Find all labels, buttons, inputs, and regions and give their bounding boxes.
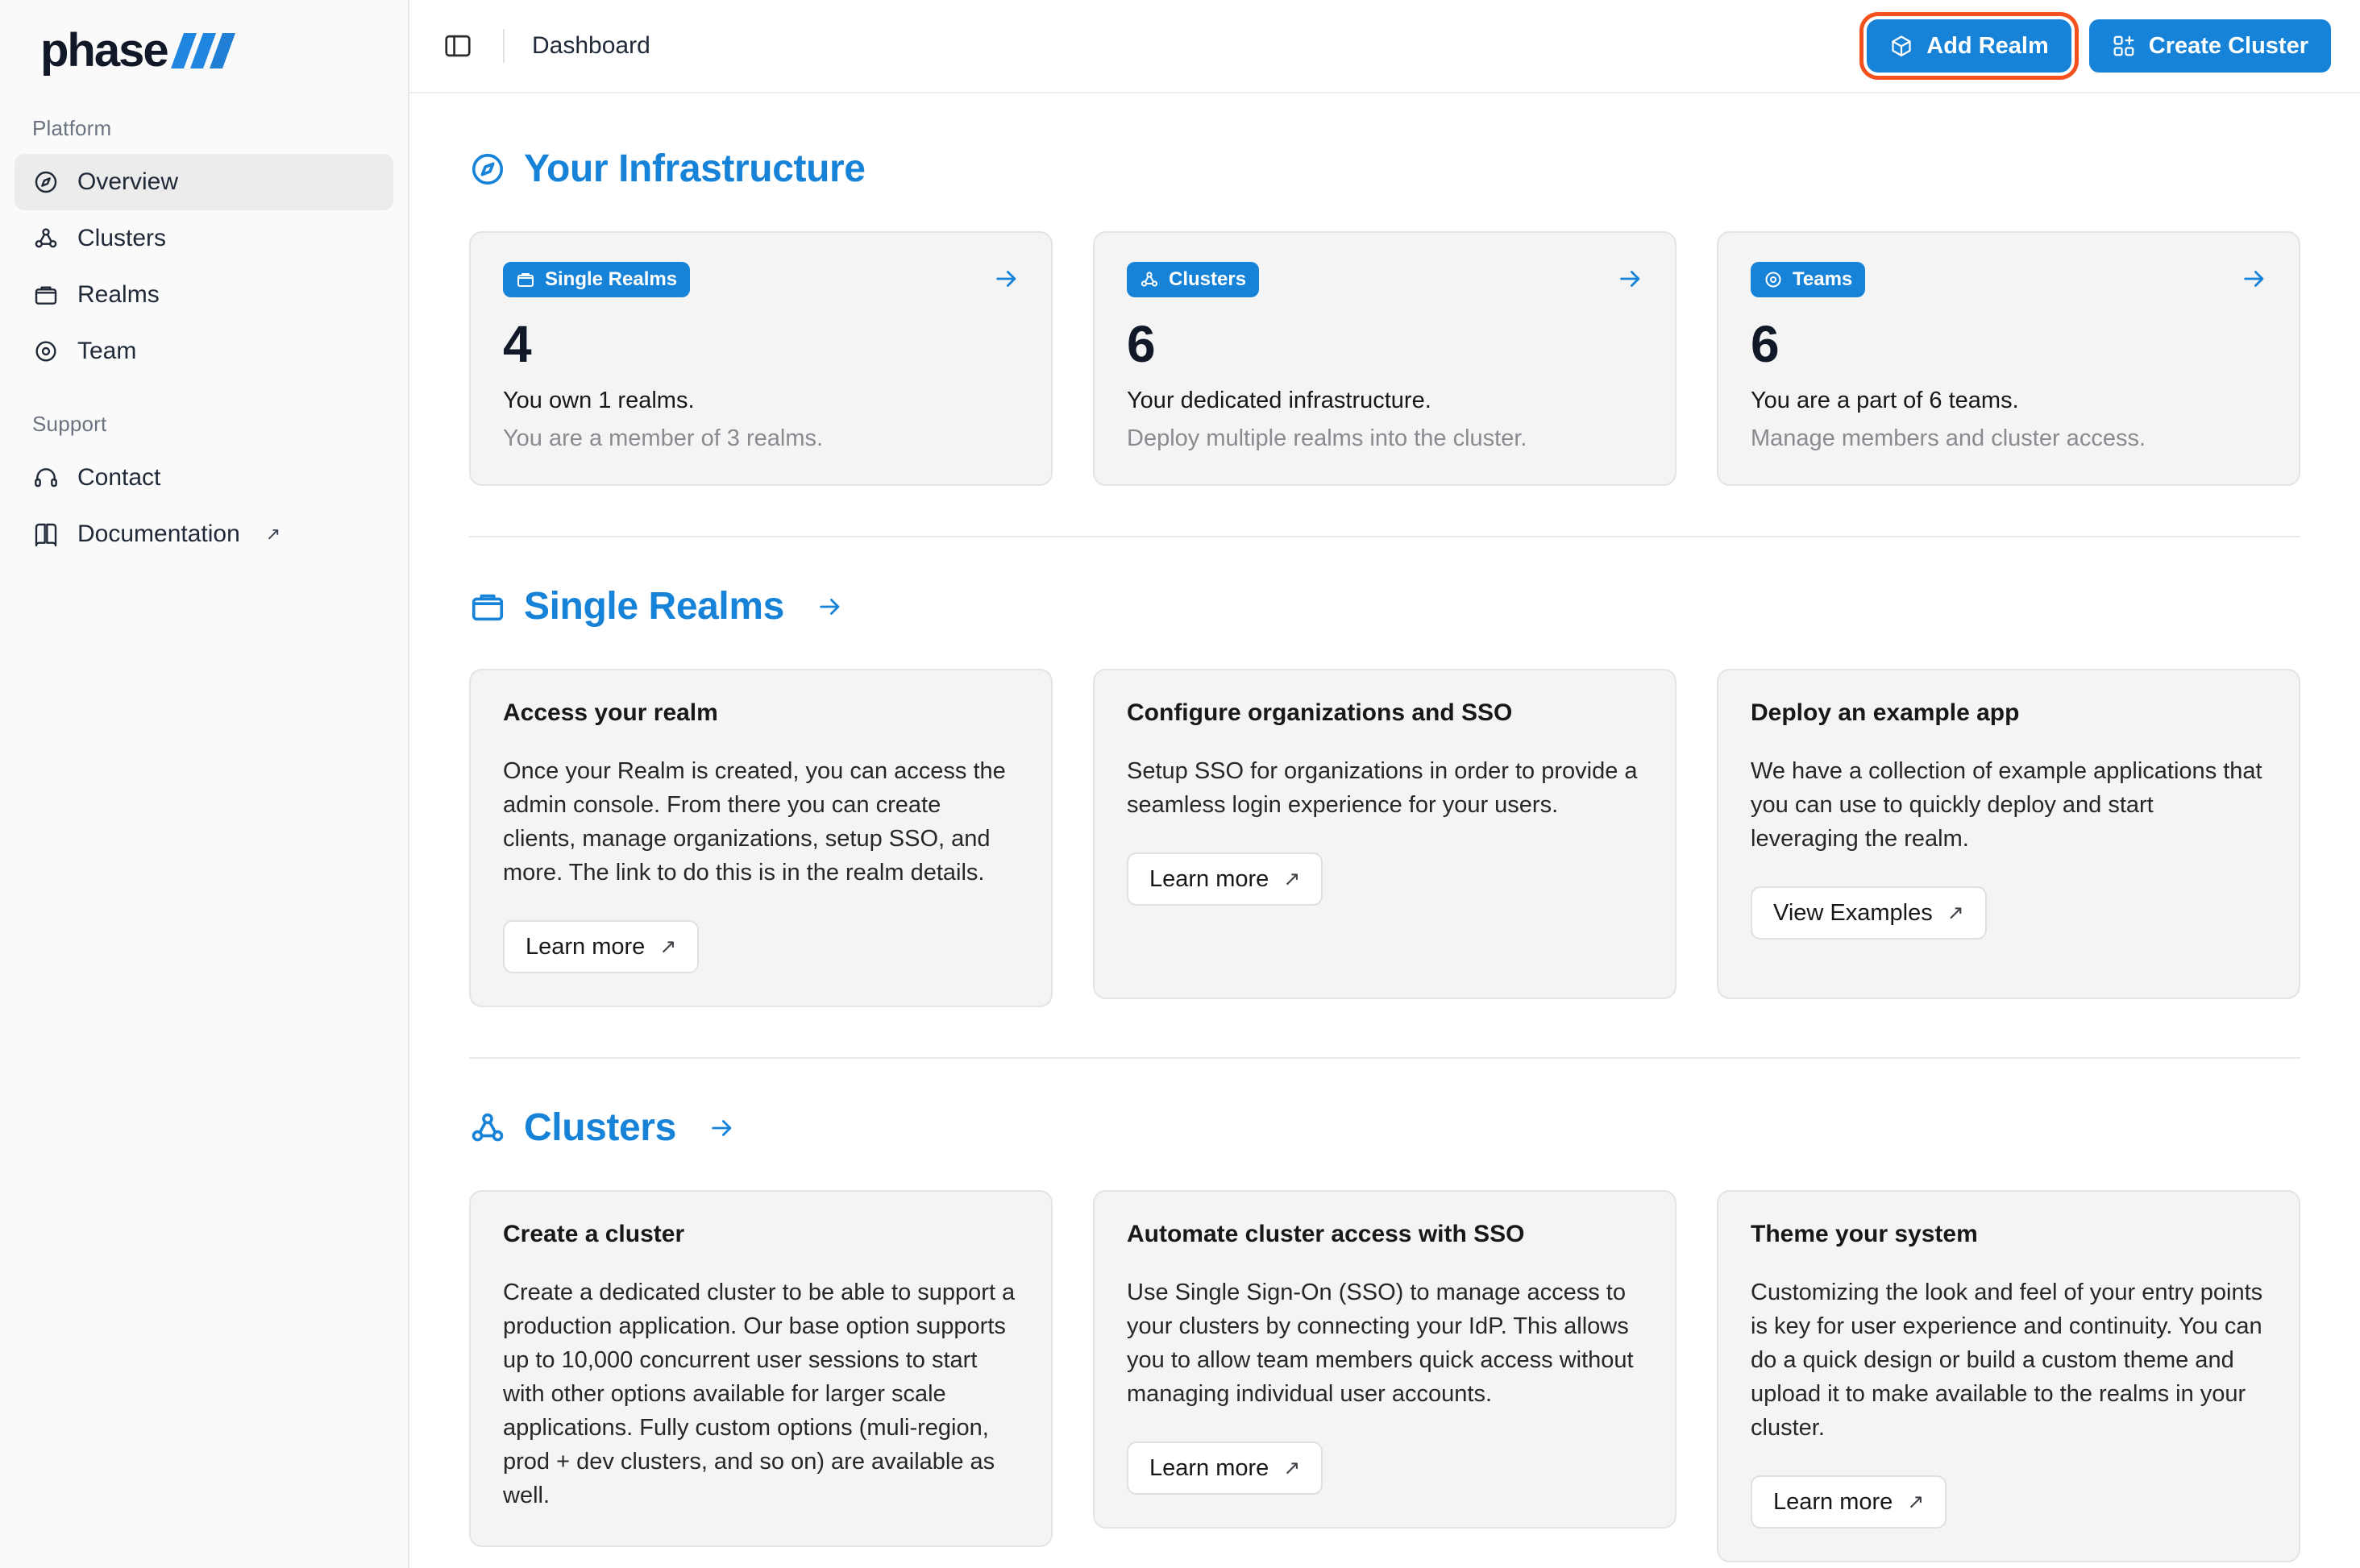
learn-more-button[interactable] — [1127, 852, 1323, 906]
brand-name: phase — [40, 24, 168, 77]
status-badge — [1127, 262, 1259, 297]
grid-plus-icon — [2112, 34, 2136, 58]
sidebar-item-label: Documentation — [77, 521, 240, 547]
create-cluster-button[interactable] — [2089, 19, 2331, 73]
section-divider — [469, 1057, 2300, 1059]
sidebar-item-label: Team — [77, 338, 137, 364]
sidebar-section-label-platform: Platform — [32, 116, 112, 140]
section-header-single-realms — [469, 584, 2300, 628]
topbar — [409, 0, 2360, 93]
sidebar — [0, 0, 409, 1568]
add-realm-label: Add Realm — [1926, 32, 2049, 59]
clusters-icon — [1140, 270, 1159, 289]
clusters-cards — [469, 1190, 2300, 1562]
brand-logo[interactable] — [0, 18, 408, 84]
section-title: Clusters — [524, 1106, 676, 1150]
sidebar-item-contact[interactable] — [15, 450, 393, 506]
external-link-icon: ↗ — [1283, 868, 1301, 891]
realms-icon — [32, 281, 60, 309]
arrow-right-icon[interactable] — [816, 593, 844, 620]
card-body: Setup SSO for organizations in order to provide a seamless login experience for your users. — [1127, 758, 1638, 819]
sidebar-section-label-support: Support — [32, 412, 107, 436]
phase-slashes-logo-icon — [172, 33, 232, 68]
stat-card-teams[interactable] — [1717, 231, 2300, 486]
external-link-icon: ↗ — [1907, 1491, 1925, 1514]
sidebar-item-clusters[interactable] — [15, 210, 393, 267]
stat-primary-text: You own 1 realms. — [503, 388, 695, 413]
sidebar-item-label: Contact — [77, 464, 161, 491]
add-realm-button[interactable] — [1867, 19, 2071, 73]
view-examples-label: View Examples — [1773, 899, 1933, 926]
external-link-icon: ↗ — [659, 935, 677, 959]
compass-icon — [469, 151, 506, 188]
realms-icon — [516, 270, 535, 289]
status-badge — [503, 262, 690, 297]
stat-primary-text: You are a part of 6 teams. — [1751, 388, 2019, 413]
view-examples-button[interactable] — [1751, 886, 1987, 940]
cube-icon — [1889, 34, 1913, 58]
section-divider — [469, 536, 2300, 537]
arrow-right-icon[interactable] — [993, 265, 1020, 292]
stat-value: 4 — [503, 315, 532, 373]
card-title: Create a cluster — [503, 1221, 685, 1248]
learn-more-button[interactable] — [1127, 1441, 1323, 1495]
badge-label: Single Realms — [545, 268, 678, 290]
card-body: Once your Realm is created, you can access the admin console. From there you can create clients, manage organizations, setup SSO, and more. The link to do this is in the realm details. — [503, 758, 1006, 886]
info-card-configure-organizations-sso — [1093, 669, 1677, 999]
status-badge — [1751, 262, 1865, 297]
learn-more-label: Learn more — [1149, 865, 1269, 892]
info-card-create-a-cluster — [469, 1190, 1053, 1546]
section-header-infrastructure — [469, 147, 2300, 191]
info-card-theme-your-system — [1717, 1190, 2300, 1562]
main-area — [409, 0, 2360, 1568]
card-title: Automate cluster access with SSO — [1127, 1221, 1525, 1248]
stat-value: 6 — [1751, 315, 1780, 373]
sidebar-item-label: Overview — [77, 168, 179, 195]
single-realms-cards — [469, 669, 2300, 1007]
card-title: Theme your system — [1751, 1221, 1978, 1248]
external-link-icon: ↗ — [1283, 1457, 1301, 1480]
sidebar-item-team[interactable] — [15, 323, 393, 380]
create-cluster-label: Create Cluster — [2148, 32, 2308, 59]
info-card-automate-cluster-access-sso — [1093, 1190, 1677, 1529]
badge-label: Clusters — [1169, 268, 1247, 290]
learn-more-label: Learn more — [1149, 1454, 1269, 1481]
topbar-divider — [503, 29, 505, 63]
stat-value: 6 — [1127, 315, 1156, 373]
dashboard-content — [409, 93, 2360, 1568]
stat-secondary-text: Manage members and cluster access. — [1751, 425, 2146, 451]
learn-more-button[interactable] — [503, 920, 699, 973]
stat-secondary-text: Deploy multiple realms into the cluster. — [1127, 425, 1527, 451]
sidebar-item-label: Clusters — [77, 225, 167, 251]
section-title: Single Realms — [524, 585, 784, 628]
info-card-access-your-realm — [469, 669, 1053, 1007]
sidebar-toggle-icon[interactable] — [440, 30, 476, 62]
page-title: Your Infrastructure — [524, 147, 866, 190]
learn-more-button[interactable] — [1751, 1475, 1947, 1529]
stat-secondary-text: You are a member of 3 realms. — [503, 425, 824, 451]
stat-card-clusters[interactable] — [1093, 231, 1677, 486]
arrow-right-icon[interactable] — [1617, 265, 1644, 292]
card-body: We have a collection of example applications that you can use to quickly deploy and start leveraging the realm. — [1751, 758, 2262, 852]
stat-primary-text: Your dedicated infrastructure. — [1127, 388, 1431, 413]
team-icon — [32, 338, 60, 365]
card-body: Use Single Sign-On (SSO) to manage access to your clusters by connecting your IdP. This allows you to allow team members quick access without managing individual user accounts. — [1127, 1280, 1634, 1408]
book-icon — [32, 521, 60, 548]
external-link-icon: ↗ — [265, 524, 281, 544]
card-body: Customizing the look and feel of your entry points is key for user experience and continuity. You can do a quick design or build a custom theme and upload it to make available to the realms in your cluster. — [1751, 1280, 2263, 1441]
info-card-deploy-example-app — [1717, 669, 2300, 999]
compass-icon — [32, 168, 60, 196]
sidebar-item-label: Realms — [77, 281, 160, 308]
section-header-clusters — [469, 1105, 2300, 1150]
sidebar-item-overview[interactable] — [15, 154, 393, 210]
card-title: Access your realm — [503, 699, 718, 726]
sidebar-item-documentation[interactable] — [15, 506, 393, 562]
realms-icon — [469, 588, 506, 625]
clusters-icon — [32, 225, 60, 252]
team-icon — [1764, 270, 1783, 289]
learn-more-label: Learn more — [526, 933, 646, 960]
stat-card-single-realms[interactable] — [469, 231, 1053, 486]
card-title: Deploy an example app — [1751, 699, 2020, 726]
badge-label: Teams — [1793, 268, 1853, 290]
card-title: Configure organizations and SSO — [1127, 699, 1513, 726]
breadcrumb: Dashboard — [532, 32, 650, 59]
arrow-right-icon[interactable] — [708, 1114, 736, 1142]
clusters-icon — [469, 1110, 506, 1147]
infrastructure-stat-cards — [469, 231, 2300, 486]
sidebar-item-realms[interactable] — [15, 267, 393, 323]
headset-icon — [32, 464, 60, 492]
arrow-right-icon[interactable] — [2241, 265, 2268, 292]
card-body: Create a dedicated cluster to be able to support a production application. Our base option supports up to 10,000 concurrent user sessions to start with other options available for larger scale applications. Fully custom options (muli-region, prod + dev clusters, and so on) are available as well. — [503, 1280, 1016, 1509]
external-link-icon: ↗ — [1947, 902, 1964, 925]
learn-more-label: Learn more — [1773, 1488, 1893, 1515]
